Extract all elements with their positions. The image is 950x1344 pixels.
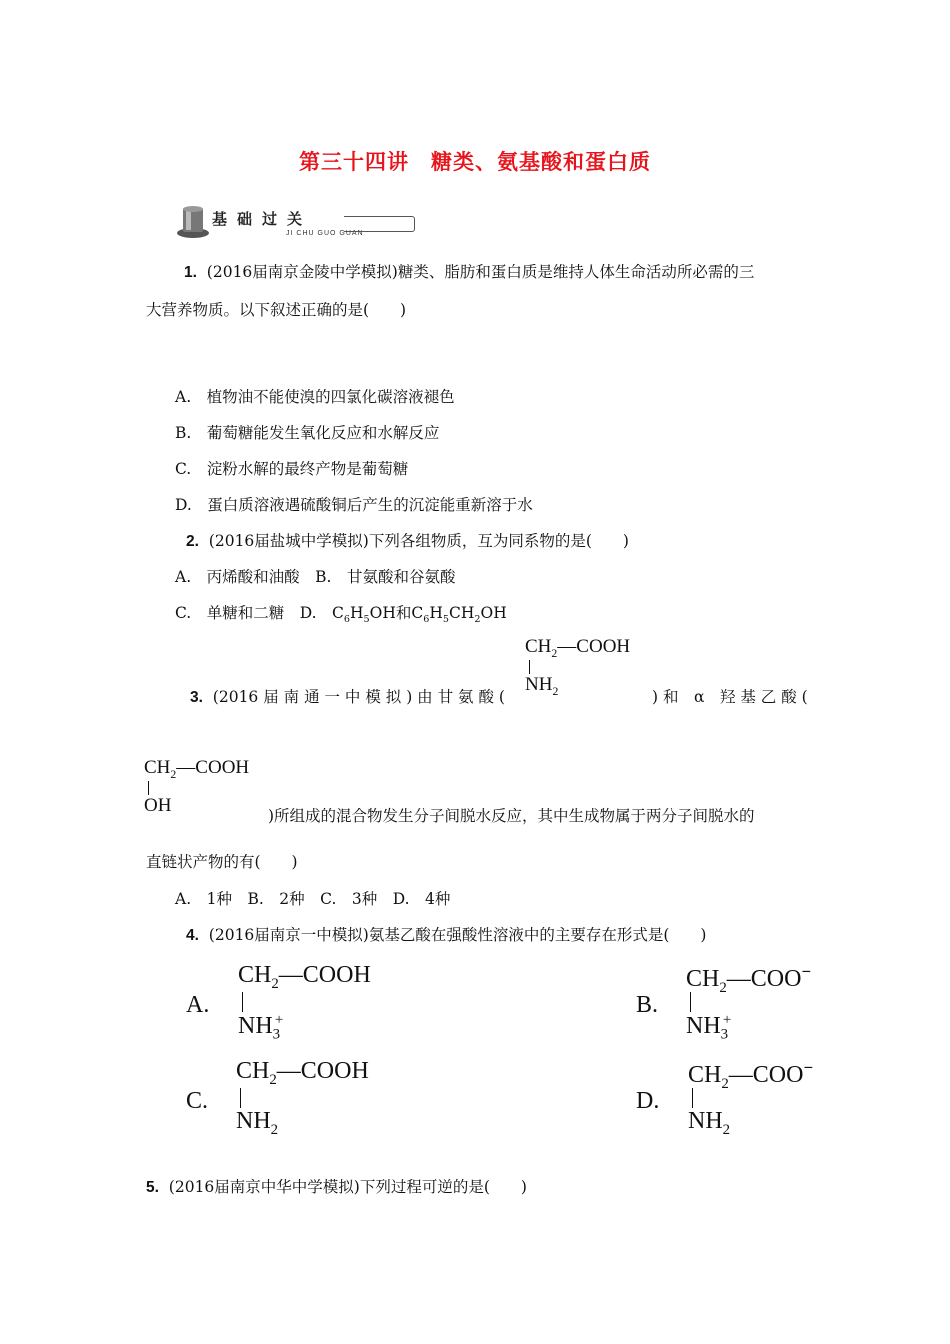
- option-letter: D.: [636, 1088, 660, 1114]
- option-top: $CH_2—COOH$: [238, 962, 371, 992]
- q3-line3: 直链状产物的有( ): [146, 853, 298, 871]
- option-bottom: $NH_3^+$: [686, 1012, 732, 1043]
- option-bottom: $NH_2$: [236, 1108, 279, 1138]
- q1-line2: 大营养物质。以下叙述正确的是( ): [146, 301, 407, 319]
- bond-line: [529, 660, 530, 674]
- q1-number: 1.: [184, 264, 197, 281]
- section-badge: [176, 204, 416, 244]
- q4-number: 4.: [186, 927, 199, 944]
- hydroxyacid-top: $CH_2—COOH$: [144, 757, 250, 781]
- q2-number: 2.: [186, 533, 199, 550]
- option-top: $CH_2—COO^-$: [688, 1058, 814, 1092]
- q2-options-ab: A. 丙烯酸和油酸 B. 甘氨酸和谷氨酸: [175, 568, 456, 586]
- bond-line: [692, 1088, 693, 1108]
- q4-text: (2016届南京一中模拟)氨基乙酸在强酸性溶液中的主要存在形式是( ): [208, 926, 707, 944]
- bond-line: [148, 781, 149, 795]
- q3-number: 3.: [190, 689, 203, 706]
- q1-text: (2016届南京金陵中学模拟)糖类、脂肪和蛋白质是维持人体生命活动所必需的三: [206, 263, 755, 281]
- q1-option-b: B. 葡萄糖能发生氧化反应和水解反应: [175, 424, 440, 442]
- option-top: $CH_2—COO^-$: [686, 962, 812, 996]
- option-letter: A.: [186, 992, 210, 1018]
- q4-option-a: [186, 962, 446, 1042]
- q3-line1-left: [190, 687, 505, 708]
- glycine-top: $CH_2—COOH$: [525, 636, 631, 660]
- page-title: 第三十四讲 糖类、氨基酸和蛋白质: [299, 150, 651, 174]
- q1-option-c: C. 淀粉水解的最终产物是葡萄糖: [175, 460, 409, 478]
- q3-line2: )所组成的混合物发生分子间脱水反应，其中生成物属于两分子间脱水的: [268, 807, 755, 825]
- q3-options: A. 1种 B. 2种 C. 3种 D. 4种: [175, 890, 451, 908]
- option-top: $CH_2—COOH$: [236, 1058, 369, 1088]
- section-rule: [344, 216, 415, 232]
- bond-line: [242, 992, 243, 1012]
- glycine-bottom: $NH_2$: [525, 674, 559, 698]
- q4-option-b: [636, 962, 896, 1042]
- section-pinyin: JI CHU GUO GUAN: [286, 230, 364, 237]
- q4-line: [186, 925, 706, 946]
- section-label: 基础过关: [212, 210, 313, 228]
- q2-text: (2016届盐城中学模拟)下列各组物质，互为同系物的是( ): [208, 532, 629, 550]
- q1-option-a: A. 植物油不能使溴的四氯化碳溶液褪色: [175, 388, 455, 406]
- q5-line: [146, 1177, 527, 1198]
- bond-line: [240, 1088, 241, 1108]
- option-letter: B.: [636, 992, 659, 1018]
- q1-option-d: D. 蛋白质溶液遇硫酸铜后产生的沉淀能重新溶于水: [175, 496, 533, 514]
- q5-text: (2016届南京中华中学模拟)下列过程可逆的是( ): [168, 1178, 527, 1196]
- q5-number: 5.: [146, 1179, 159, 1196]
- bond-line: [690, 992, 691, 1012]
- q2-options-cd: C. 单糖和二糖 D. $C_6H_5OH$和$C_6H_5CH_2OH$: [175, 604, 507, 626]
- q1-line1: [184, 262, 754, 283]
- q3-glycine-structure: [525, 636, 665, 696]
- hat-icon: [176, 204, 212, 240]
- q3-text-part1: (2016 届 南 通 一 中 模 拟 ) 由 甘 氨 酸 (: [212, 688, 505, 706]
- option-bottom: $NH_2$: [688, 1108, 731, 1138]
- option-bottom: $NH_3^+$: [238, 1012, 284, 1043]
- q4-option-c: [186, 1058, 446, 1138]
- q4-option-d: [636, 1058, 896, 1138]
- q2-line: [186, 531, 629, 552]
- q3-text-part2: ) 和 α 羟 基 乙 酸 (: [652, 688, 808, 706]
- option-letter: C.: [186, 1088, 209, 1114]
- q3-hydroxyacid-structure: [144, 757, 284, 817]
- hydroxyacid-bottom: OH: [144, 795, 172, 816]
